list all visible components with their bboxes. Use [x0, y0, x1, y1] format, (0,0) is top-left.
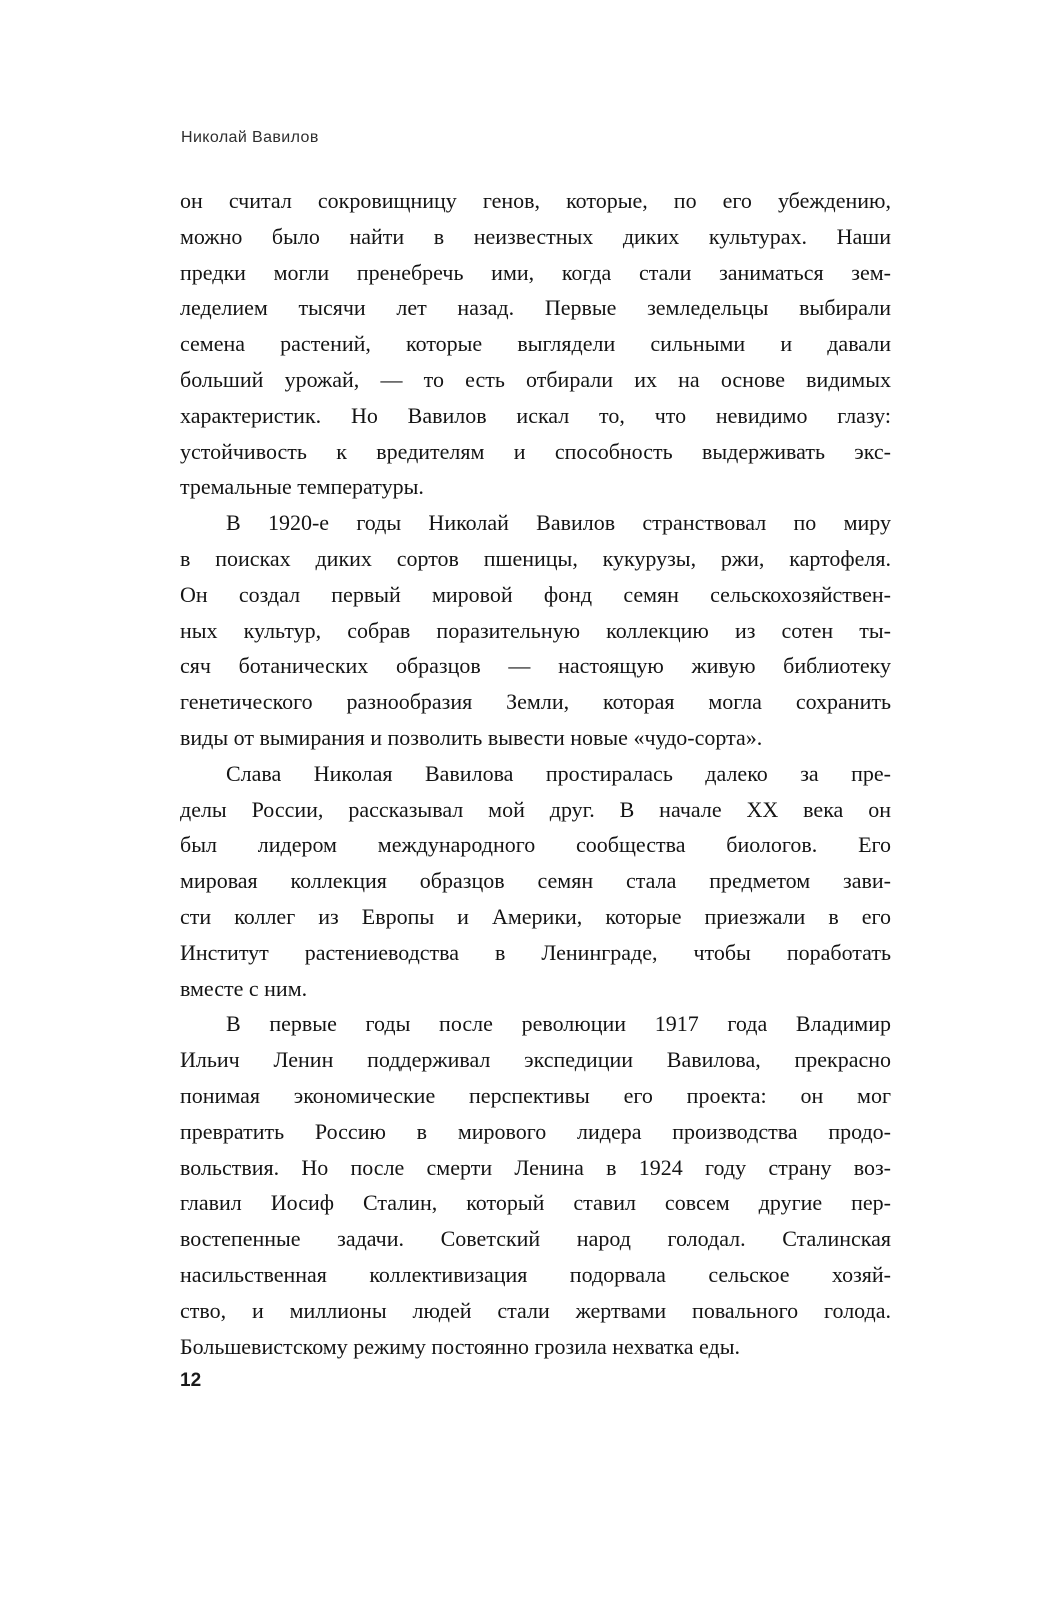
text-line: в поисках диких сортов пшеницы, кукурузы, ржи, картофеля. — [180, 545, 891, 571]
text-line: превратить Россию в мирового лидера производства продо- — [180, 1118, 891, 1144]
text-line: Большевистскому режиму постоянно грозила нехватка еды. — [180, 1333, 740, 1359]
text-line: ство, и миллионы людей стали жертвами повального голода. — [180, 1297, 891, 1323]
text-line: Слава Николая Вавилова простиралась далеко за пре- — [226, 760, 891, 786]
running-head: Николай Вавилов — [181, 129, 319, 146]
text-line: предки могли пренебречь ими, когда стали заниматься зем- — [180, 259, 891, 285]
text-line: делы России, рассказывал мой друг. В начале XX века он — [180, 796, 891, 822]
text-line: сти коллег из Европы и Америки, которые приезжали в его — [180, 903, 891, 929]
paragraph — [180, 1006, 891, 1364]
text-line: генетического разнообразия Земли, которая могла сохранить — [180, 689, 891, 715]
text-line: вольствия. Но после смерти Ленина в 1924 году страну воз- — [180, 1154, 891, 1180]
paragraph — [180, 756, 891, 1007]
text-line: В 1920-е годы Николай Вавилов странствовал по миру — [226, 510, 891, 536]
text-line: Он создал первый мировой фонд семян сельскохозяйствен- — [180, 581, 891, 607]
text-line: больший урожай, — то есть отбирали их на основе видимых — [180, 366, 891, 392]
text-line: В первые годы после революции 1917 года Владимир — [226, 1011, 891, 1037]
page-number: 12 — [180, 1370, 202, 1391]
text-line: Институт растениеводства в Ленинграде, чтобы поработать — [180, 939, 891, 965]
body-text — [180, 183, 891, 1364]
text-line: леделием тысячи лет назад. Первые земледельцы выбирали — [180, 295, 891, 321]
text-line: Ильич Ленин поддерживал экспедиции Вавилова, прекрасно — [180, 1047, 891, 1073]
text-line: востепенные задачи. Советский народ голодал. Сталинская — [180, 1226, 891, 1252]
paragraph — [180, 183, 891, 505]
text-line: понимая экономические перспективы его проекта: он мог — [180, 1082, 891, 1108]
text-line: тремальные температуры. — [180, 474, 424, 500]
text-line: вместе с ним. — [180, 975, 308, 1001]
text-line: виды от вымирания и позволить вывести новые «чудо-сорта». — [180, 724, 763, 750]
text-line: ных культур, собрав поразительную коллекцию из сотен ты- — [180, 617, 891, 643]
paragraph — [180, 505, 891, 756]
text-line: главил Иосиф Сталин, который ставил совсем другие пер- — [180, 1190, 891, 1216]
text-line: был лидером международного сообщества биологов. Его — [180, 832, 891, 858]
text-line: устойчивость к вредителям и способность выдерживать экс- — [180, 438, 891, 464]
text-line: семена растений, которые выглядели сильными и давали — [180, 331, 891, 357]
text-line: насильственная коллективизация подорвала сельское хозяй- — [180, 1261, 891, 1287]
text-line: характеристик. Но Вавилов искал то, что невидимо глазу: — [180, 402, 891, 428]
text-line: можно было найти в неизвестных диких культурах. Наши — [180, 223, 891, 249]
text-line: сяч ботанических образцов — настоящую живую библиотеку — [180, 653, 891, 679]
text-line: он считал сокровищницу генов, которые, по его убеждению, — [180, 188, 891, 213]
text-line: мировая коллекция образцов семян стала предметом зави- — [180, 868, 891, 894]
